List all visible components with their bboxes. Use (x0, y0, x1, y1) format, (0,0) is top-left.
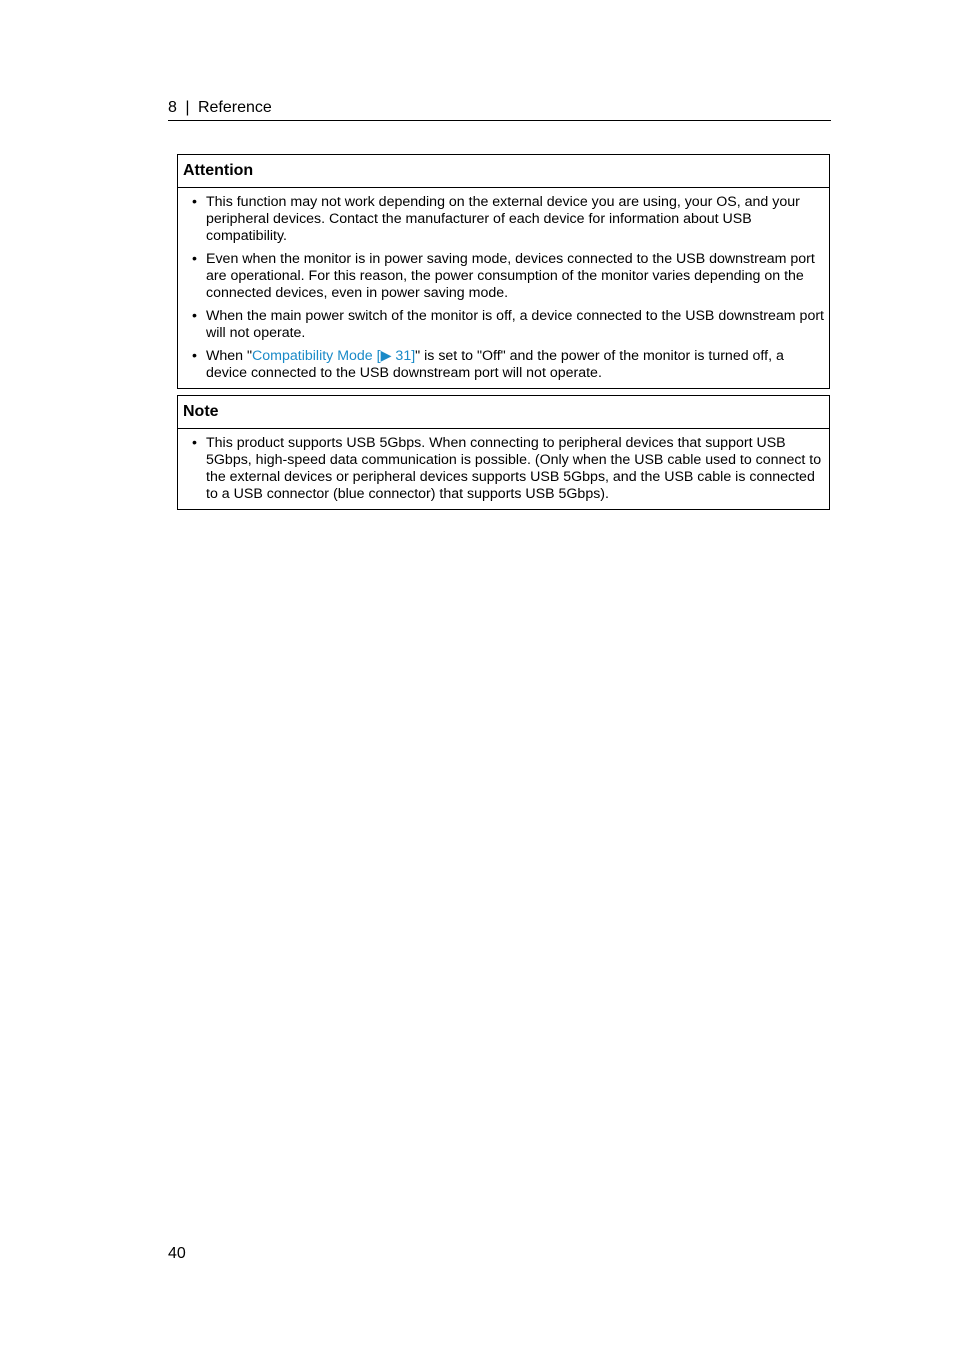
header-separator: | (185, 99, 190, 116)
note-item (192, 435, 824, 503)
attention-item (192, 348, 824, 382)
attention-item-text: When the main power switch of the monitor is off, a device connected to the USB downstream port will not operate. (206, 308, 824, 341)
note-box (177, 395, 830, 510)
attention-box (177, 154, 830, 389)
page-header (168, 98, 831, 121)
note-list (178, 429, 829, 509)
note-item-text: This product supports USB 5Gbps. When connecting to peripheral devices that support USB 5Gbps, high-speed data communication is possible. (Only when the USB cable used to connect to the external devices or peripheral devices supports USB 5Gbps, and the USB cable is connected to a USB connector (blue connector) that supports USB 5Gbps). (206, 435, 822, 502)
attention-item-text: This function may not work depending on the external device you are using, your OS, and your peripheral devices. Contact the manufacturer of each device for information about USB compatibility. (206, 194, 800, 244)
bullet-icon: • (192, 308, 197, 324)
attention-item (192, 251, 824, 302)
note-title: Note (178, 396, 829, 429)
page-footer-number: 40 (168, 1245, 186, 1262)
attention-item-text-post: " is set to "Off" and the power of the monitor is turned off, a device connected to the USB downstream port will not operate. (206, 348, 784, 381)
attention-list (178, 188, 829, 388)
bullet-icon: • (192, 348, 197, 364)
bullet-icon: • (192, 194, 197, 210)
attention-item (192, 308, 824, 342)
attention-item-text-pre: When " (206, 348, 253, 364)
attention-item-text: Even when the monitor is in power saving mode, devices connected to the USB downstream port are operational. For this reason, the power consumption of the monitor varies depending on the connected devices, even in power saving mode. (206, 251, 815, 301)
header-page-number: 8 (168, 99, 177, 116)
attention-title: Attention (178, 155, 829, 188)
attention-item (192, 194, 824, 245)
bullet-icon: • (192, 435, 197, 451)
header-section-title: Reference (197, 99, 272, 116)
bullet-icon: • (192, 251, 197, 267)
compatibility-mode-link[interactable]: Compatibility Mode [▶ 31] (252, 348, 416, 364)
